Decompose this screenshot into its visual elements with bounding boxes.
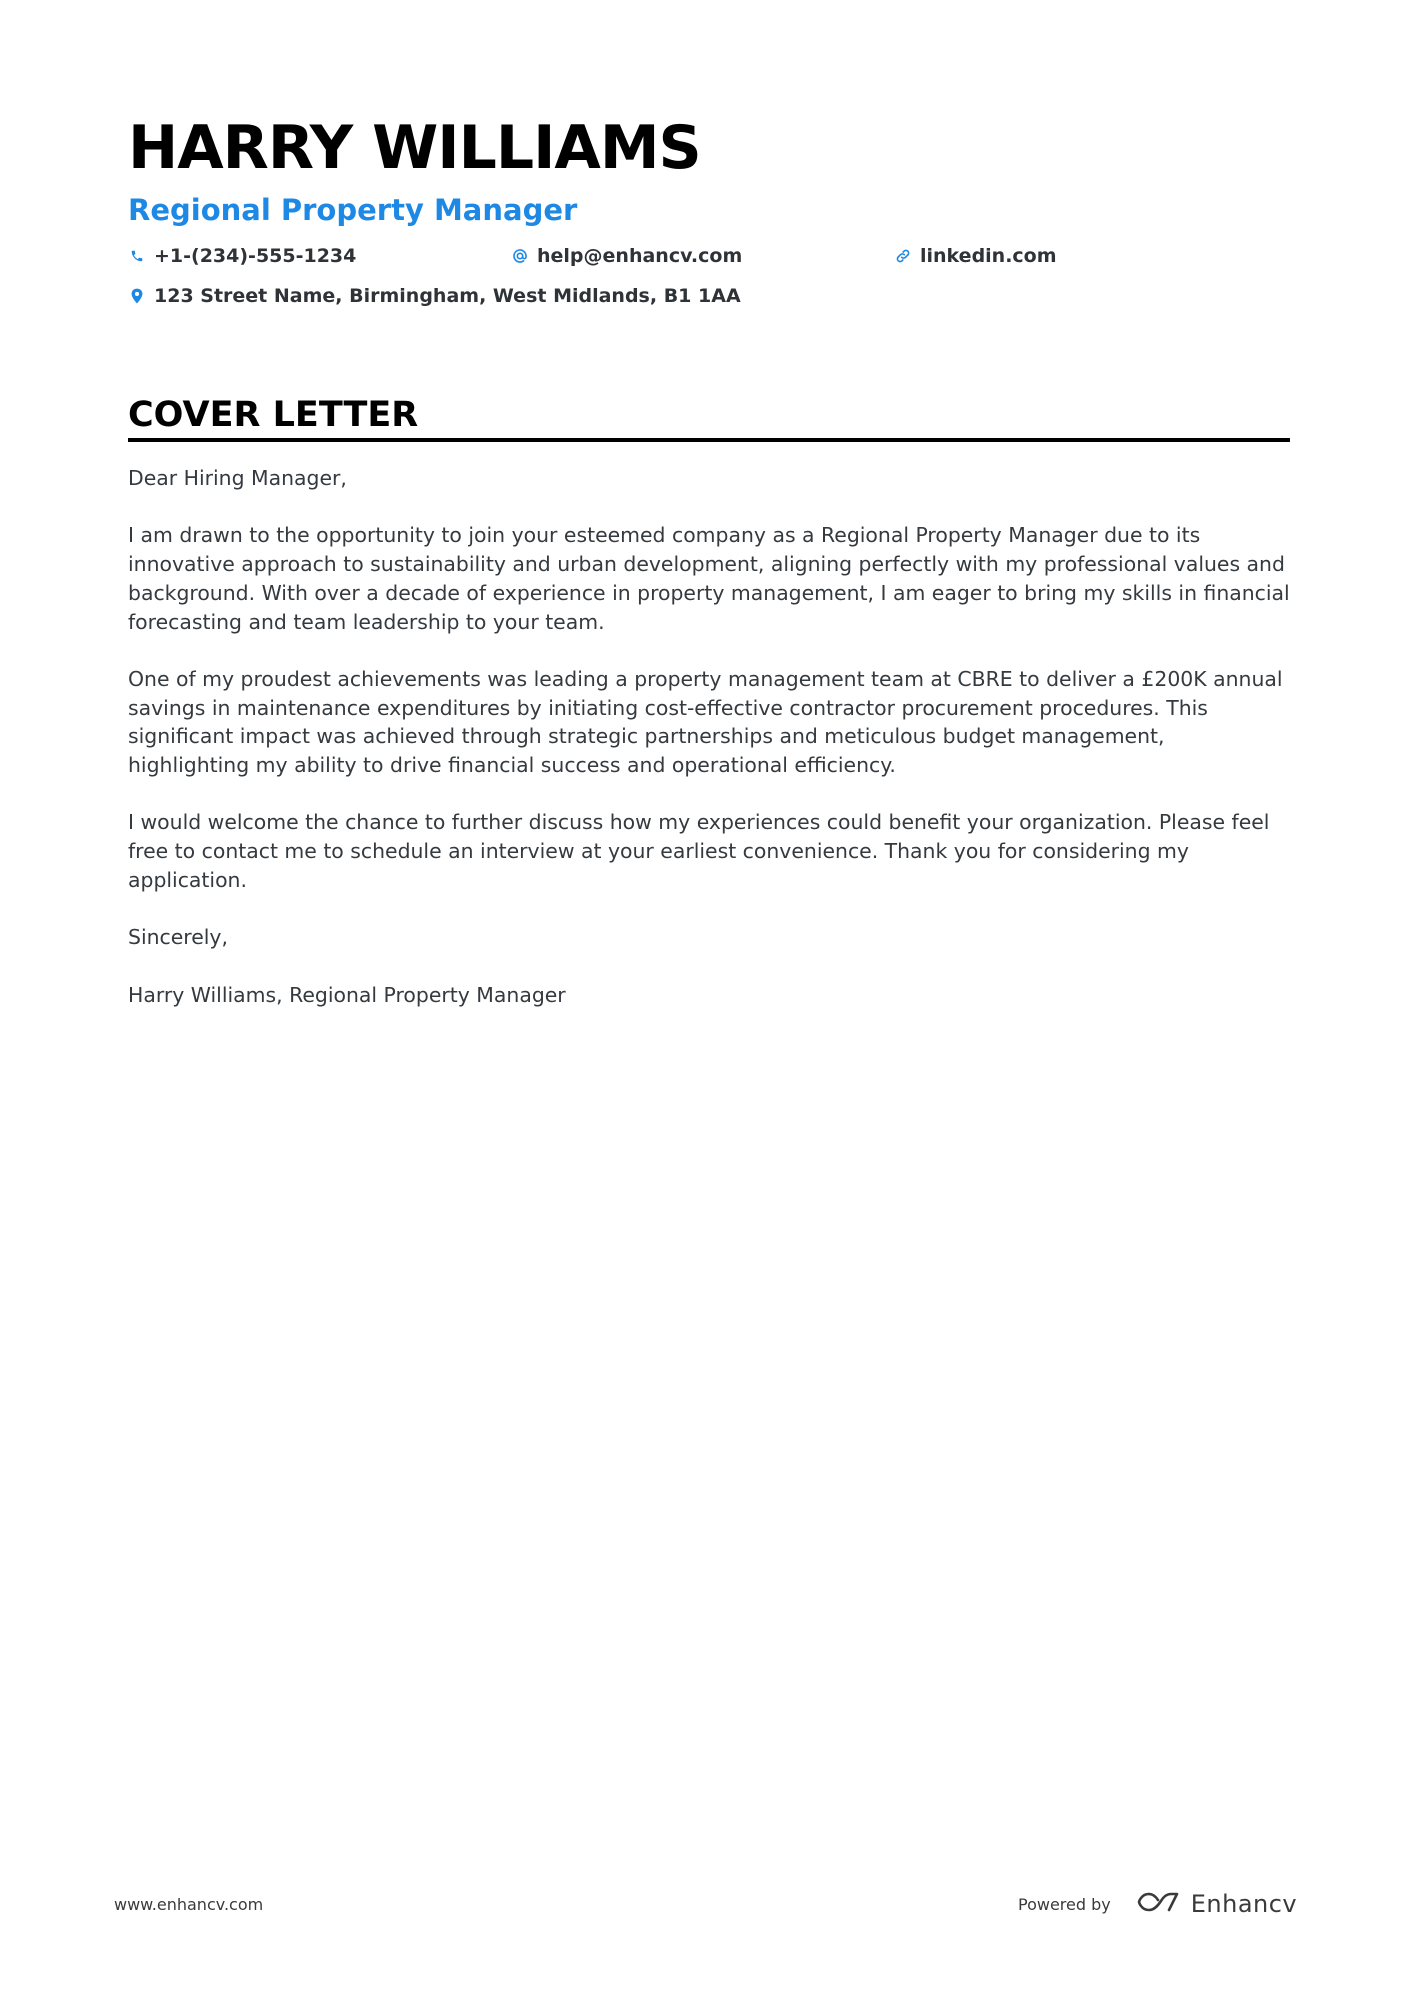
contact-email[interactable] <box>511 242 742 270</box>
header <box>128 108 1290 326</box>
address-value: 123 Street Name, Birmingham, West Midlands, B1 1AA <box>154 285 741 307</box>
email-value: help@enhancv.com <box>537 245 743 267</box>
letter-body <box>128 464 1290 1009</box>
enhancv-logo-icon <box>1137 1890 1183 1919</box>
contact-phone[interactable] <box>128 242 356 270</box>
footer-branding <box>1018 1884 1297 1924</box>
phone-icon <box>128 247 146 265</box>
letter-closing: Sincerely, <box>128 925 228 950</box>
link-icon <box>894 247 912 265</box>
contact-address <box>128 282 741 310</box>
location-pin-icon <box>128 287 146 305</box>
candidate-name: HARRY WILLIAMS <box>128 113 701 183</box>
at-icon <box>511 247 529 265</box>
section-divider <box>128 438 1290 442</box>
contact-linkedin[interactable] <box>894 242 1057 270</box>
phone-value: +1-(234)-555-1234 <box>154 245 357 267</box>
letter-greeting: Dear Hiring Manager, <box>128 466 347 490</box>
letter-paragraph: One of my proudest achievements was leading a property management team at CBRE to deliver a £200K annual savings in maintenance expenditures by initiating cost-effective contractor procurement procedures. This significant impact was achieved through strategic partnerships and meticulous budget management, highlighting my ability to drive financial success and operational efficiency. <box>128 666 1283 777</box>
linkedin-value: linkedin.com <box>920 245 1057 267</box>
enhancv-wordmark: Enhancv <box>1190 1890 1298 1918</box>
candidate-role: Regional Property Manager <box>128 193 578 227</box>
cover-letter-section <box>128 392 1290 1038</box>
letter-paragraph: I would welcome the chance to further discuss how my experiences could benefit your organization. Please feel free to contact me to schedule an interview at your earliest convenience. Thank you for considering my application. <box>128 810 1270 892</box>
footer-website[interactable]: www.enhancv.com <box>114 1895 264 1914</box>
section-title: COVER LETTER <box>128 395 419 435</box>
letter-paragraph: I am drawn to the opportunity to join your esteemed company as a Regional Property Manager due to its innovative approach to sustainability and urban development, aligning perfectly with my professional values and background. With over a decade of experience in property management, I am eager to bring my skills in financial forecasting and team leadership to your team. <box>128 523 1290 634</box>
letter-signature: Harry Williams, Regional Property Manager <box>128 982 566 1007</box>
contact-info <box>128 242 1290 326</box>
enhancv-logo[interactable] <box>1137 1890 1297 1919</box>
powered-by-label: Powered by <box>1018 1894 1111 1914</box>
